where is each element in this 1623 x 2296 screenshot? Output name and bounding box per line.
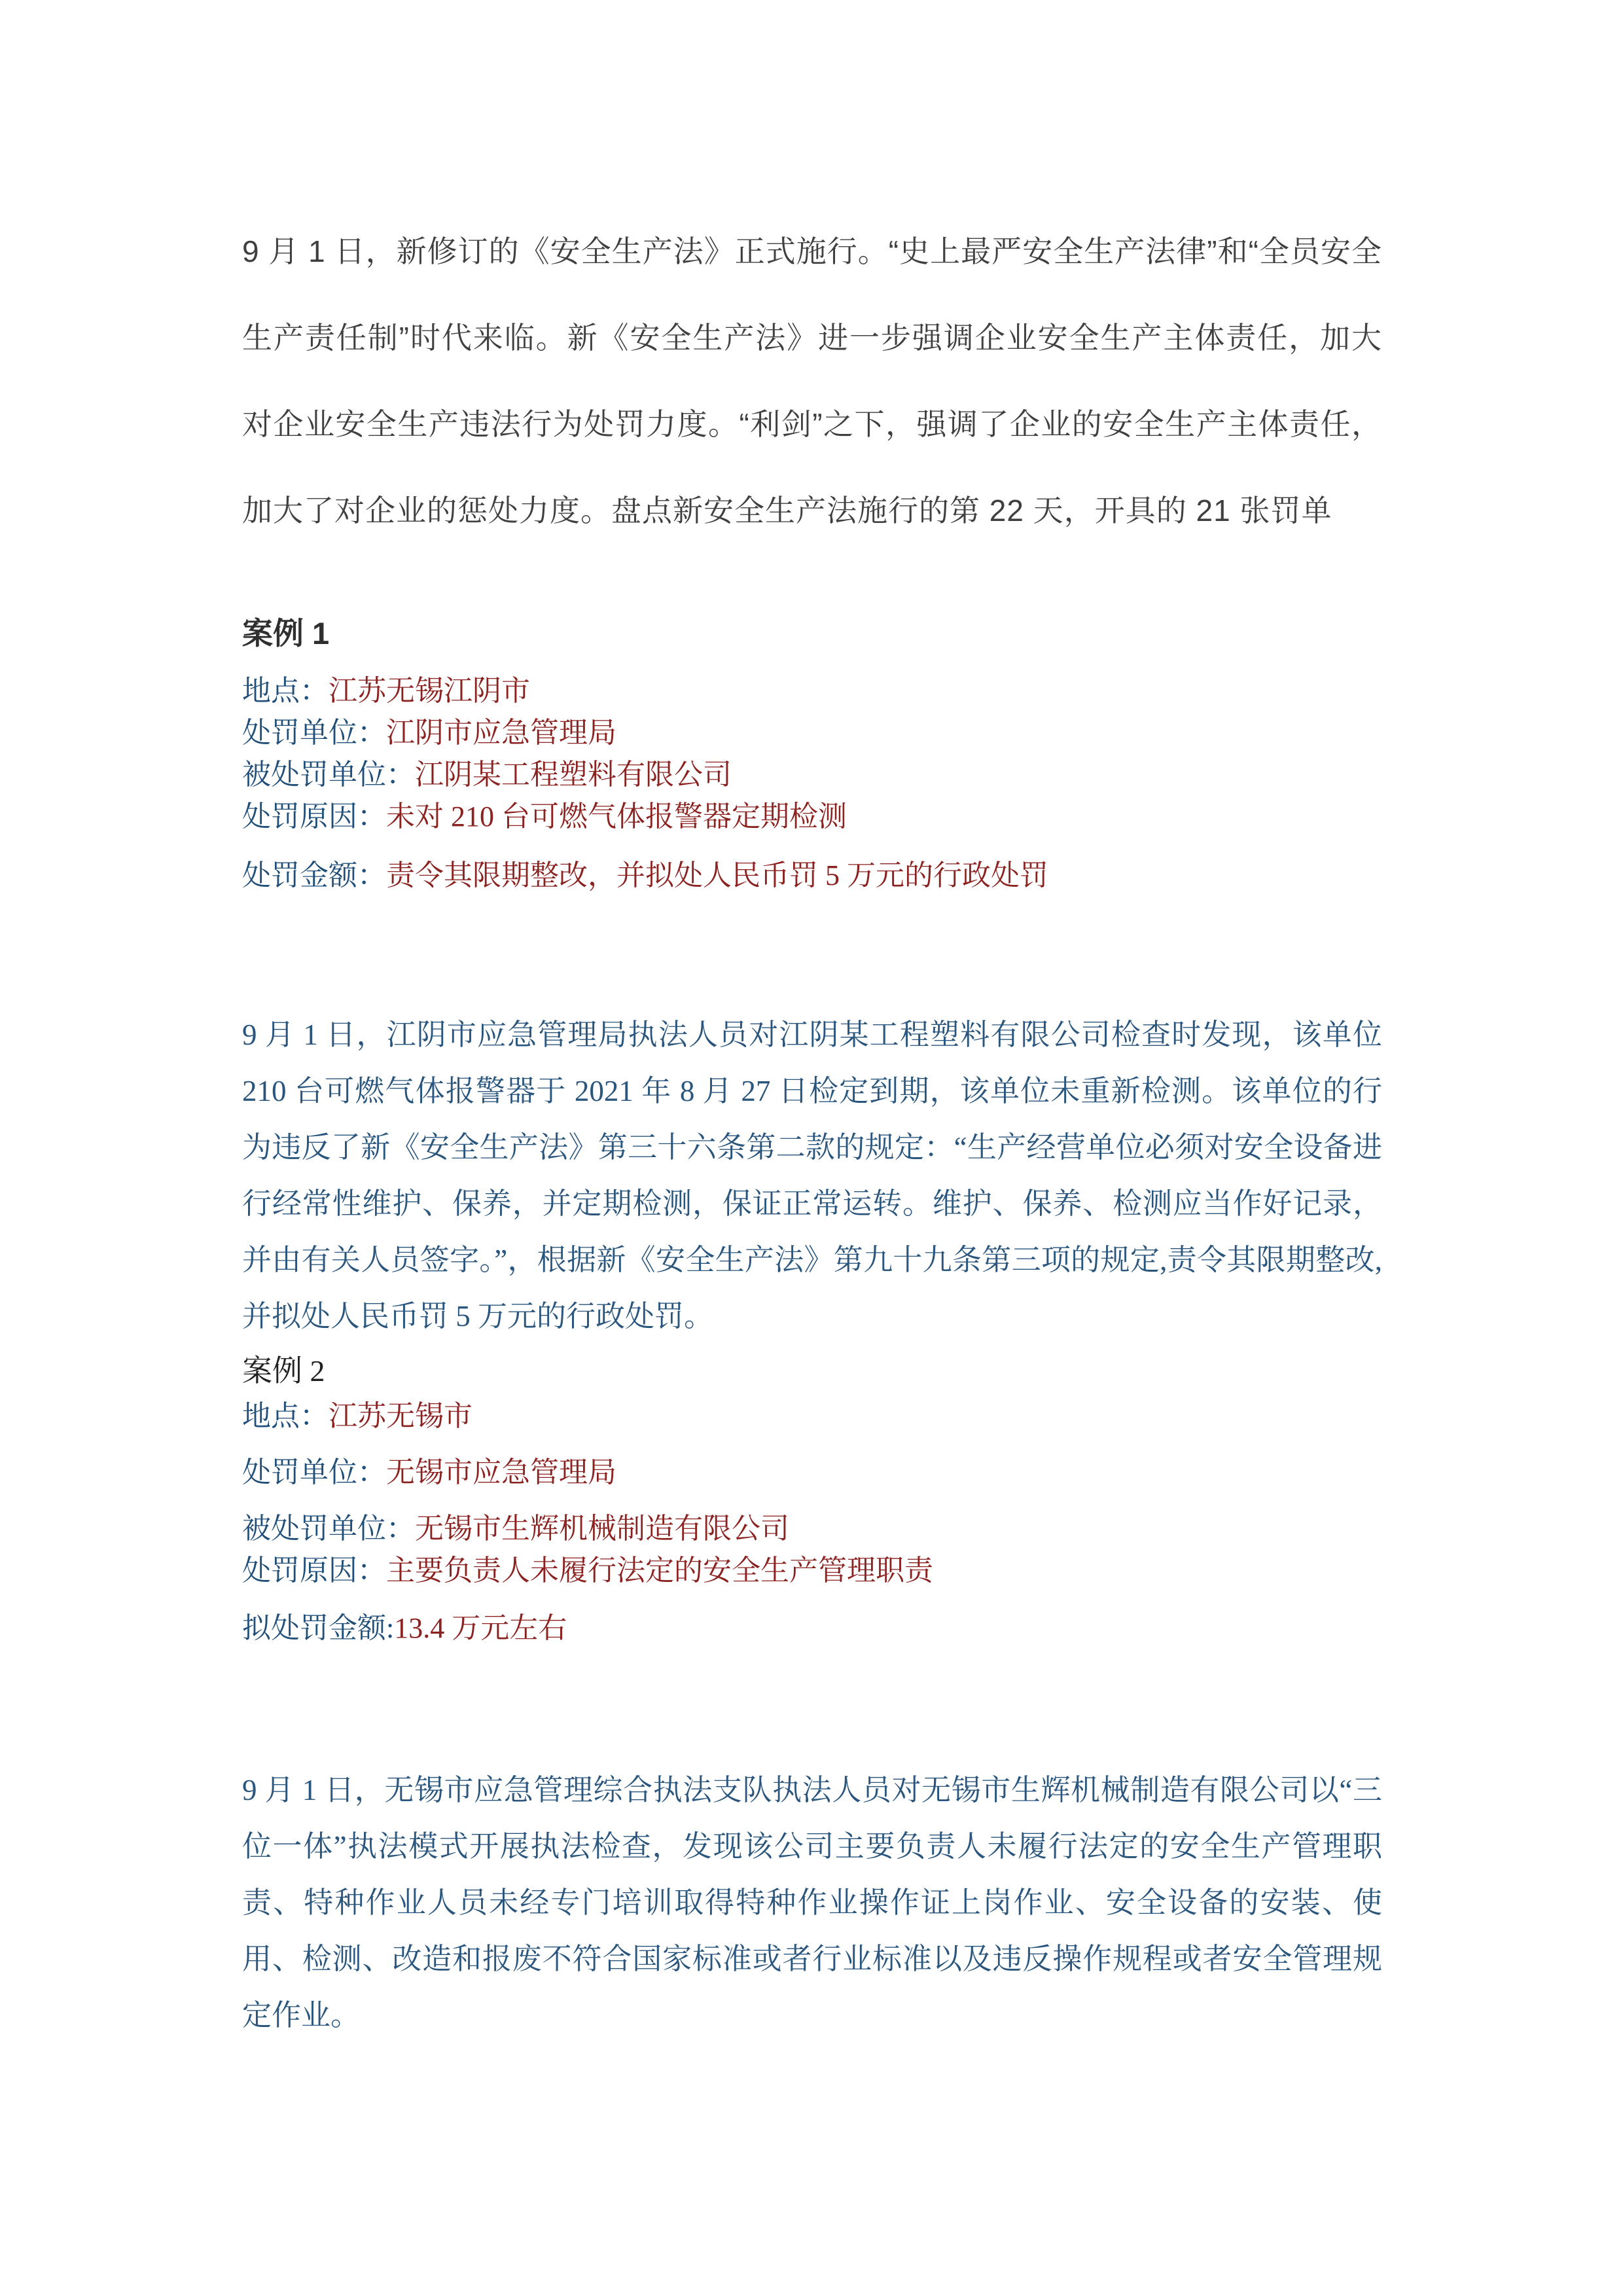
field-value: 无锡市应急管理局 (386, 1456, 616, 1488)
case-1-field-penalized-unit (242, 754, 1382, 796)
field-label: 被处罚单位： (242, 1513, 415, 1545)
field-label: 处罚原因： (242, 1554, 386, 1587)
field-label: 地点： (242, 675, 329, 707)
field-label: 处罚原因： (242, 800, 386, 833)
case-2-body: 9 月 1 日，无锡市应急管理综合执法支队执法人员对无锡市生辉机械制造有限公司以“三位一体”执法模式开展执法检查，发现该公司主要负责人未履行法定的安全生产管理职责、特种作业人员未经专门培训取得特种作业操作证上岗作业、安全设备的安装、使用、检测、改造和报废不符合国家标准或者行业标准以及违反操作规程或者安全管理规定作业。 (242, 1774, 1382, 2032)
case-2-field-proposed-amount (242, 1607, 1382, 1649)
field-value: 责令其限期整改，并拟处人民币罚 5 万元的行政处罚 (386, 859, 1048, 891)
case-2-field-penalized-unit (242, 1508, 1382, 1550)
case-2-field-location (242, 1395, 1382, 1437)
case-1-fields (242, 670, 1382, 897)
case-2-fields (242, 1395, 1382, 1649)
case-1-field-reason (242, 796, 1382, 838)
field-label: 地点： (242, 1400, 329, 1432)
case-2-field-reason (242, 1550, 1382, 1592)
case-2-title: 案例 2 (242, 1354, 325, 1388)
case-1-title: 案例 1 (242, 616, 330, 651)
case-2-field-authority (242, 1452, 1382, 1494)
field-value: 未对 210 台可燃气体报警器定期检测 (386, 800, 847, 833)
field-label: 处罚金额： (242, 859, 386, 891)
field-value: 主要负责人未履行法定的安全生产管理职责 (386, 1554, 933, 1587)
case-1-field-authority (242, 712, 1382, 754)
case-1-field-location (242, 670, 1382, 712)
case-1-field-amount (242, 855, 1382, 897)
intro-paragraph: 9 月 1 日，新修订的《安全生产法》正式施行。“史上最严安全生产法律”和“全员安全生产责任制”时代来临。新《安全生产法》进一步强调企业安全生产主体责任，加大对企业安全生产违法行为处罚力度。“利剑”之下，强调了企业的安全生产主体责任，加大了对企业的惩处力度。盘点新安全生产法施行的第 22 天，开具的 21 张罚单 (242, 234, 1382, 528)
field-value: 无锡市生辉机械制造有限公司 (415, 1513, 789, 1545)
field-label: 处罚单位： (242, 1456, 386, 1488)
field-value: 江阴市应急管理局 (386, 717, 616, 749)
field-value: 13.4 万元左右 (394, 1612, 567, 1644)
field-label: 处罚单位： (242, 717, 386, 749)
field-value: 江苏无锡市 (329, 1400, 473, 1432)
field-value: 江苏无锡江阴市 (329, 675, 530, 707)
field-value: 江阴某工程塑料有限公司 (415, 759, 732, 791)
case-1-body: 9 月 1 日，江阴市应急管理局执法人员对江阴某工程塑料有限公司检查时发现，该单位 210 台可燃气体报警器于 2021 年 8 月 27 日检定到期，该单位未重新检测。该单位的行为违反了新《安全生产法》第三十六条第二款的规定：“生产经营单位必须对安全设备进行经常性维护、保养，并定期检测，保证正常运转。维护、保养、检测应当作好记录，并由有关人员签字。”，根据新《安全生产法》第九十九条第三项的规定,责令其限期整改,并拟处人民币罚 5 万元的行政处罚。 (242, 1018, 1382, 1333)
field-label: 被处罚单位： (242, 759, 415, 791)
field-label: 拟处罚金额: (242, 1612, 395, 1644)
